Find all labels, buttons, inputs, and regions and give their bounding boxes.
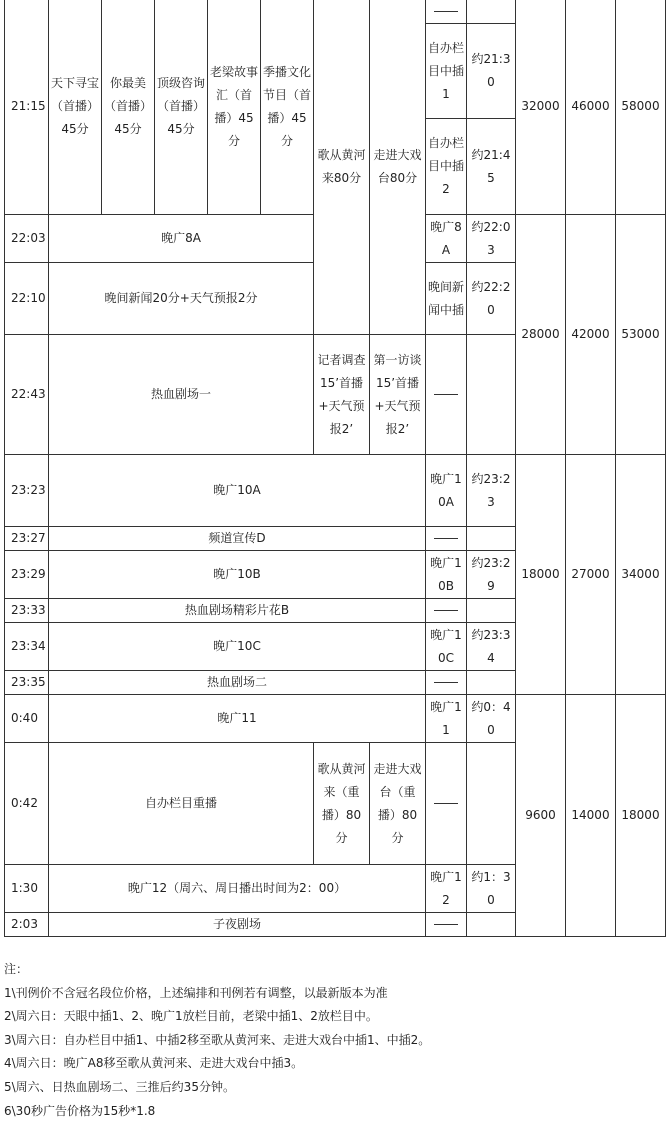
slot-time-cell: 约23:23 bbox=[467, 455, 516, 527]
note-item: 6\30秒广告价格为15秒*1.8 bbox=[4, 1103, 156, 1118]
note-item: 3\周六日：自办栏目中插1、中插2移至歌从黄河来、走进大戏台中插1、中插2。 bbox=[4, 1032, 431, 1047]
slot-cell: 晚广8A bbox=[426, 215, 467, 263]
slot-time-cell: 约23:29 bbox=[467, 551, 516, 599]
slot-cell: 晚广10C bbox=[426, 623, 467, 671]
program-cell: 走进大戏台80分 bbox=[370, 0, 426, 335]
empty-slot-cell bbox=[426, 0, 467, 24]
time-cell: 23:29 bbox=[5, 551, 49, 599]
empty-slot-cell bbox=[426, 913, 467, 937]
program-cell: 频道宣传D bbox=[49, 527, 426, 551]
program-cell: 歌从黄河来（重播）80分 bbox=[314, 743, 370, 865]
program-cell: 天下寻宝（首播）45分 bbox=[49, 0, 102, 215]
price-cell: 18000 bbox=[616, 695, 666, 937]
price-cell: 46000 bbox=[566, 0, 616, 215]
program-cell: 晚广11 bbox=[49, 695, 426, 743]
price-cell: 58000 bbox=[616, 0, 666, 215]
note-item: 5\周六、日热血剧场二、三推后约35分钟。 bbox=[4, 1079, 235, 1094]
note-item: 1\刊例价不含冠名段位价格，上述编排和刊例若有调整，以最新版本为准 bbox=[4, 985, 388, 1000]
time-cell: 23:33 bbox=[5, 599, 49, 623]
slot-cell: 晚间新闻中插 bbox=[426, 263, 467, 335]
dash-mark bbox=[434, 924, 458, 925]
price-cell: 18000 bbox=[516, 455, 566, 695]
empty-time-cell bbox=[467, 743, 516, 865]
program-cell: 晚广12（周六、周日播出时间为2：00） bbox=[49, 865, 426, 913]
note-item: 2\周六日：天眼中插1、2、晚广1放栏目前，老梁中插1、2放栏目中。 bbox=[4, 1009, 378, 1024]
program-cell: 晚广10B bbox=[49, 551, 426, 599]
slot-time-cell: 约23:34 bbox=[467, 623, 516, 671]
program-cell: 晚广10C bbox=[49, 623, 426, 671]
time-cell: 23:34 bbox=[5, 623, 49, 671]
empty-time-cell bbox=[467, 335, 516, 455]
time-cell: 0:42 bbox=[5, 743, 49, 865]
program-cell: 子夜剧场 bbox=[49, 913, 426, 937]
empty-slot-cell bbox=[426, 671, 467, 695]
dash-mark bbox=[434, 538, 458, 539]
time-cell: 2:03 bbox=[5, 913, 49, 937]
time-cell: 23:35 bbox=[5, 671, 49, 695]
slot-time-cell: 约0：40 bbox=[467, 695, 516, 743]
slot-cell: 晚广10B bbox=[426, 551, 467, 599]
empty-time-cell bbox=[467, 671, 516, 695]
dash-mark bbox=[434, 803, 458, 804]
program-cell: 热血剧场精彩片花B bbox=[49, 599, 426, 623]
program-cell: 老梁故事汇（首播）45分 bbox=[208, 0, 261, 215]
program-cell: 热血剧场一 bbox=[49, 335, 314, 455]
slot-time-cell: 约21:45 bbox=[467, 119, 516, 215]
slot-time-cell: 约1：30 bbox=[467, 865, 516, 913]
time-cell: 22:03 bbox=[5, 215, 49, 263]
time-cell: 1:30 bbox=[5, 865, 49, 913]
time-cell: 23:27 bbox=[5, 527, 49, 551]
slot-cell: 晚广11 bbox=[426, 695, 467, 743]
program-cell: 晚广8A bbox=[49, 215, 314, 263]
price-cell: 34000 bbox=[616, 455, 666, 695]
dash-mark bbox=[434, 394, 458, 395]
empty-slot-cell bbox=[426, 527, 467, 551]
program-cell: 你最美（首播）45分 bbox=[102, 0, 155, 215]
empty-time-cell bbox=[467, 0, 516, 24]
dash-mark bbox=[434, 610, 458, 611]
empty-time-cell bbox=[467, 599, 516, 623]
program-cell: 季播文化节目（首播）45分 bbox=[261, 0, 314, 215]
price-cell: 27000 bbox=[566, 455, 616, 695]
price-cell: 9600 bbox=[516, 695, 566, 937]
slot-cell: 晚广10A bbox=[426, 455, 467, 527]
program-cell: 晚间新闻20分+天气预报2分 bbox=[49, 263, 314, 335]
program-cell: 热血剧场二 bbox=[49, 671, 426, 695]
time-cell: 21:15 bbox=[5, 0, 49, 215]
empty-slot-cell bbox=[426, 335, 467, 455]
time-cell: 22:10 bbox=[5, 263, 49, 335]
slot-cell: 自办栏目中插2 bbox=[426, 119, 467, 215]
slot-cell: 晚广12 bbox=[426, 865, 467, 913]
price-cell: 14000 bbox=[566, 695, 616, 937]
slot-time-cell: 约22:20 bbox=[467, 263, 516, 335]
program-cell: 记者调查15’首播+天气预报2’ bbox=[314, 335, 370, 455]
notes-title: 注： bbox=[4, 962, 29, 976]
program-cell: 晚广10A bbox=[49, 455, 426, 527]
note-item: 4\周六日：晚广A8移至歌从黄河来、走进大戏台中插3。 bbox=[4, 1056, 304, 1071]
empty-slot-cell bbox=[426, 599, 467, 623]
program-cell: 顶级咨询（首播）45分 bbox=[155, 0, 208, 215]
empty-slot-cell bbox=[426, 743, 467, 865]
program-cell: 自办栏目重播 bbox=[49, 743, 314, 865]
slot-time-cell: 约22:03 bbox=[467, 215, 516, 263]
slot-cell: 自办栏目中插1 bbox=[426, 24, 467, 119]
program-cell: 第一访谈15’首播+天气预报2’ bbox=[370, 335, 426, 455]
time-cell: 23:23 bbox=[5, 455, 49, 527]
empty-time-cell bbox=[467, 527, 516, 551]
time-cell: 0:40 bbox=[5, 695, 49, 743]
dash-mark bbox=[434, 682, 458, 683]
program-cell: 歌从黄河来80分 bbox=[314, 0, 370, 335]
price-cell: 32000 bbox=[516, 0, 566, 215]
program-cell: 走进大戏台（重播）80分 bbox=[370, 743, 426, 865]
empty-time-cell bbox=[467, 913, 516, 937]
schedule-table bbox=[4, 0, 666, 937]
slot-time-cell: 约21:30 bbox=[467, 24, 516, 119]
time-cell: 22:43 bbox=[5, 335, 49, 455]
price-cell: 42000 bbox=[566, 215, 616, 455]
notes-section bbox=[4, 958, 664, 1123]
price-cell: 28000 bbox=[516, 215, 566, 455]
dash-mark bbox=[434, 11, 458, 12]
price-cell: 53000 bbox=[616, 215, 666, 455]
